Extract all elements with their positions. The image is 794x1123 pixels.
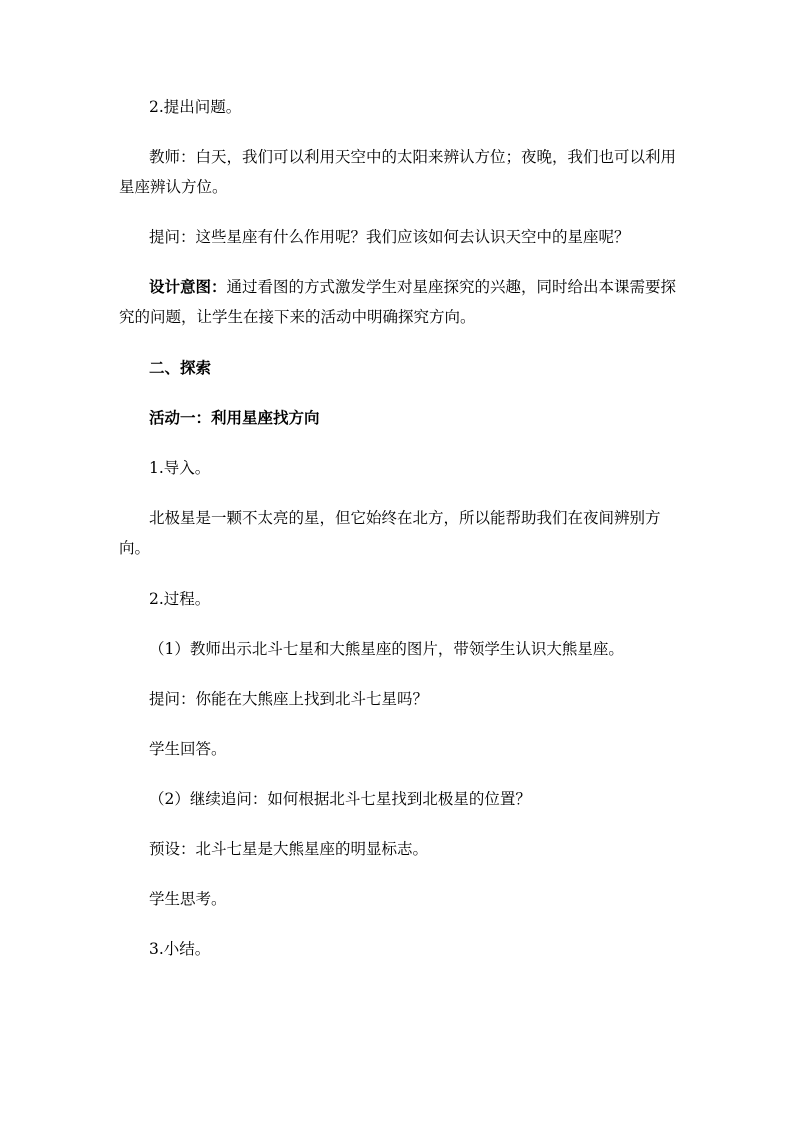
design-intent-label: 设计意图： xyxy=(149,277,227,296)
paragraph-student-think: 学生思考。 xyxy=(149,890,227,908)
design-intent-text: 通过看图的方式激发学生对星座探究的兴趣，同时给出本课需要探究的问题，让学生在接下来的活动中明确探究方向。 xyxy=(119,278,677,326)
paragraph-polaris: 北极星是一颗不太亮的星，但它始终在北方，所以能帮助我们在夜间辨别方向。 xyxy=(119,509,661,557)
paragraph-teacher-shows: （1）教师出示北斗七星和大熊星座的图片，带领学生认识大熊星座。 xyxy=(149,640,624,658)
paragraph-summary-step: 3.小结。 xyxy=(149,940,211,958)
paragraph-ask-dipper: 提问：你能在大熊座上找到北斗七星吗？ xyxy=(149,690,429,708)
paragraph-design-intent xyxy=(119,272,679,332)
paragraph-raise-question: 2.提出问题。 xyxy=(149,98,242,116)
paragraph-process-step: 2.过程。 xyxy=(149,590,211,608)
paragraph-teacher-intro: 教师：白天，我们可以利用天空中的太阳来辨认方位；夜晚，我们也可以利用星座辨认方位。 xyxy=(119,148,677,196)
activity-heading: 活动一：利用星座找方向 xyxy=(149,409,320,427)
paragraph-intro-step: 1.导入。 xyxy=(149,459,211,477)
section-heading-explore: 二、探索 xyxy=(149,359,212,377)
paragraph-preset: 预设：北斗七星是大熊星座的明显标志。 xyxy=(149,840,429,858)
paragraph-question: 提问：这些星座有什么作用呢？我们应该如何去认识天空中的星座呢？ xyxy=(149,228,630,246)
paragraph-follow-up: （2）继续追问：如何根据北斗七星找到北极星的位置？ xyxy=(149,790,531,808)
paragraph-student-answer: 学生回答。 xyxy=(149,740,227,758)
